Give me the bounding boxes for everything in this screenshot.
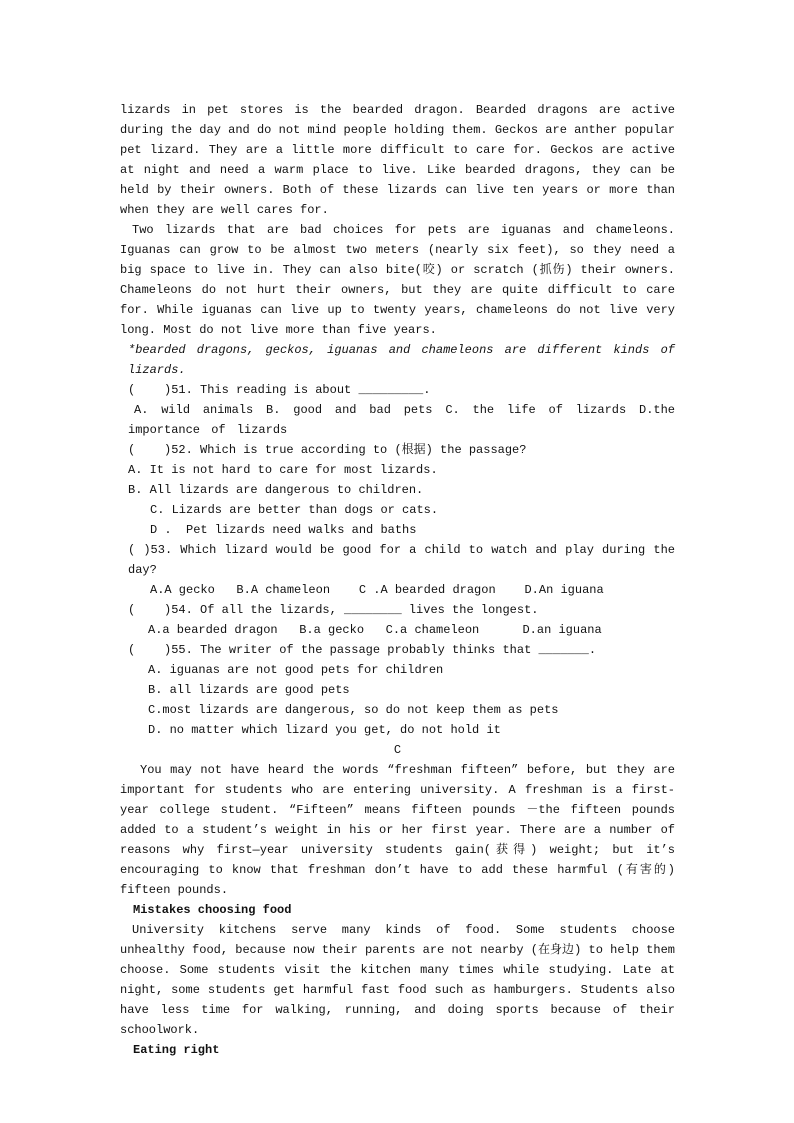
question-55-option-a: A. iguanas are not good pets for children <box>148 663 444 677</box>
question-55-option-c: C.most lizards are dangerous, so do not keep them as pets <box>148 703 559 717</box>
question-54-options: A.a bearded dragon B.a gecko C.a chameleon D.an iguana <box>148 623 602 637</box>
question-53: ( )53. Which lizard would be good for a child to watch and play during the day? <box>128 543 675 577</box>
question-55: ( )55. The writer of the passage probably thinks that _______. <box>128 643 597 657</box>
question-52-option-a: A. It is not hard to care for most lizards. <box>128 463 438 477</box>
passage-c-label: C <box>393 743 402 757</box>
question-52-option-c: C. Lizards are better than dogs or cats. <box>150 503 439 517</box>
section-heading-eating-right: Eating right <box>133 1043 220 1057</box>
passage-b-note: *bearded dragons, geckos, iguanas and chameleons are different kinds of lizards. <box>128 343 675 377</box>
question-52: ( )52. Which is true according to (根据) the passage? <box>128 443 527 457</box>
passage-c-paragraph-1: You may not have heard the words “freshman fifteen” before, but they are important for students who are entering university. A freshman is a first-year college student. “Fifteen” means fifteen pounds －the fifteen pounds added to a student’s weight in his or her first year. There are a number of reasons why first—year university students gain(获得) weight; but it’s encouraging to know that freshman don’t have to add these harmful (有害的) fifteen pounds. <box>120 763 675 897</box>
question-51: ( )51. This reading is about _________. <box>128 383 431 397</box>
passage-b-paragraph-1: lizards in pet stores is the bearded dragon. Bearded dragons are active during the day and do not mind people holding them. Geckos are anther popular pet lizard. They are a little more difficult to care for. Geckos are active at night and need a warm place to live. Like bearded dragons, they can be held by their owners. Both of these lizards can live ten years or more than when they are well cares for. <box>120 103 675 217</box>
question-51-options: A. wild animals B. good and bad pets C. the life of lizards D.the importance of lizards <box>128 403 675 437</box>
passage-c-paragraph-2: University kitchens serve many kinds of food. Some students choose unhealthy food, because now their parents are not nearby (在身边) to help them choose. Some students visit the kitchen many times while studying. Late at night, some students get harmful fast food such as hamburgers. Students also have less time for walking, running, and doing sports because of their schoolwork. <box>120 923 675 1037</box>
question-52-option-b: B. All lizards are dangerous to children. <box>128 483 424 497</box>
question-55-option-b: B. all lizards are good pets <box>148 683 350 697</box>
document-page <box>120 100 675 1060</box>
question-54: ( )54. Of all the lizards, ________ lives the longest. <box>128 603 539 617</box>
question-52-option-d: D . Pet lizards need walks and baths <box>150 523 417 537</box>
passage-b-paragraph-2: Two lizards that are bad choices for pets are iguanas and chameleons. Iguanas can grow to be almost two meters (nearly six feet), so they need a big space to live in. They can also bite(咬) or scratch (抓伤) their owners. Chameleons do not hurt their owners, but they are quite difficult to care for. While iguanas can live up to twenty years, chameleons do not live very long. Most do not live more than five years. <box>120 223 675 337</box>
question-55-option-d: D. no matter which lizard you get, do not hold it <box>148 723 501 737</box>
question-53-options: A.A gecko B.A chameleon C .A bearded dragon D.An iguana <box>150 583 604 597</box>
section-heading-mistakes: Mistakes choosing food <box>133 903 292 917</box>
